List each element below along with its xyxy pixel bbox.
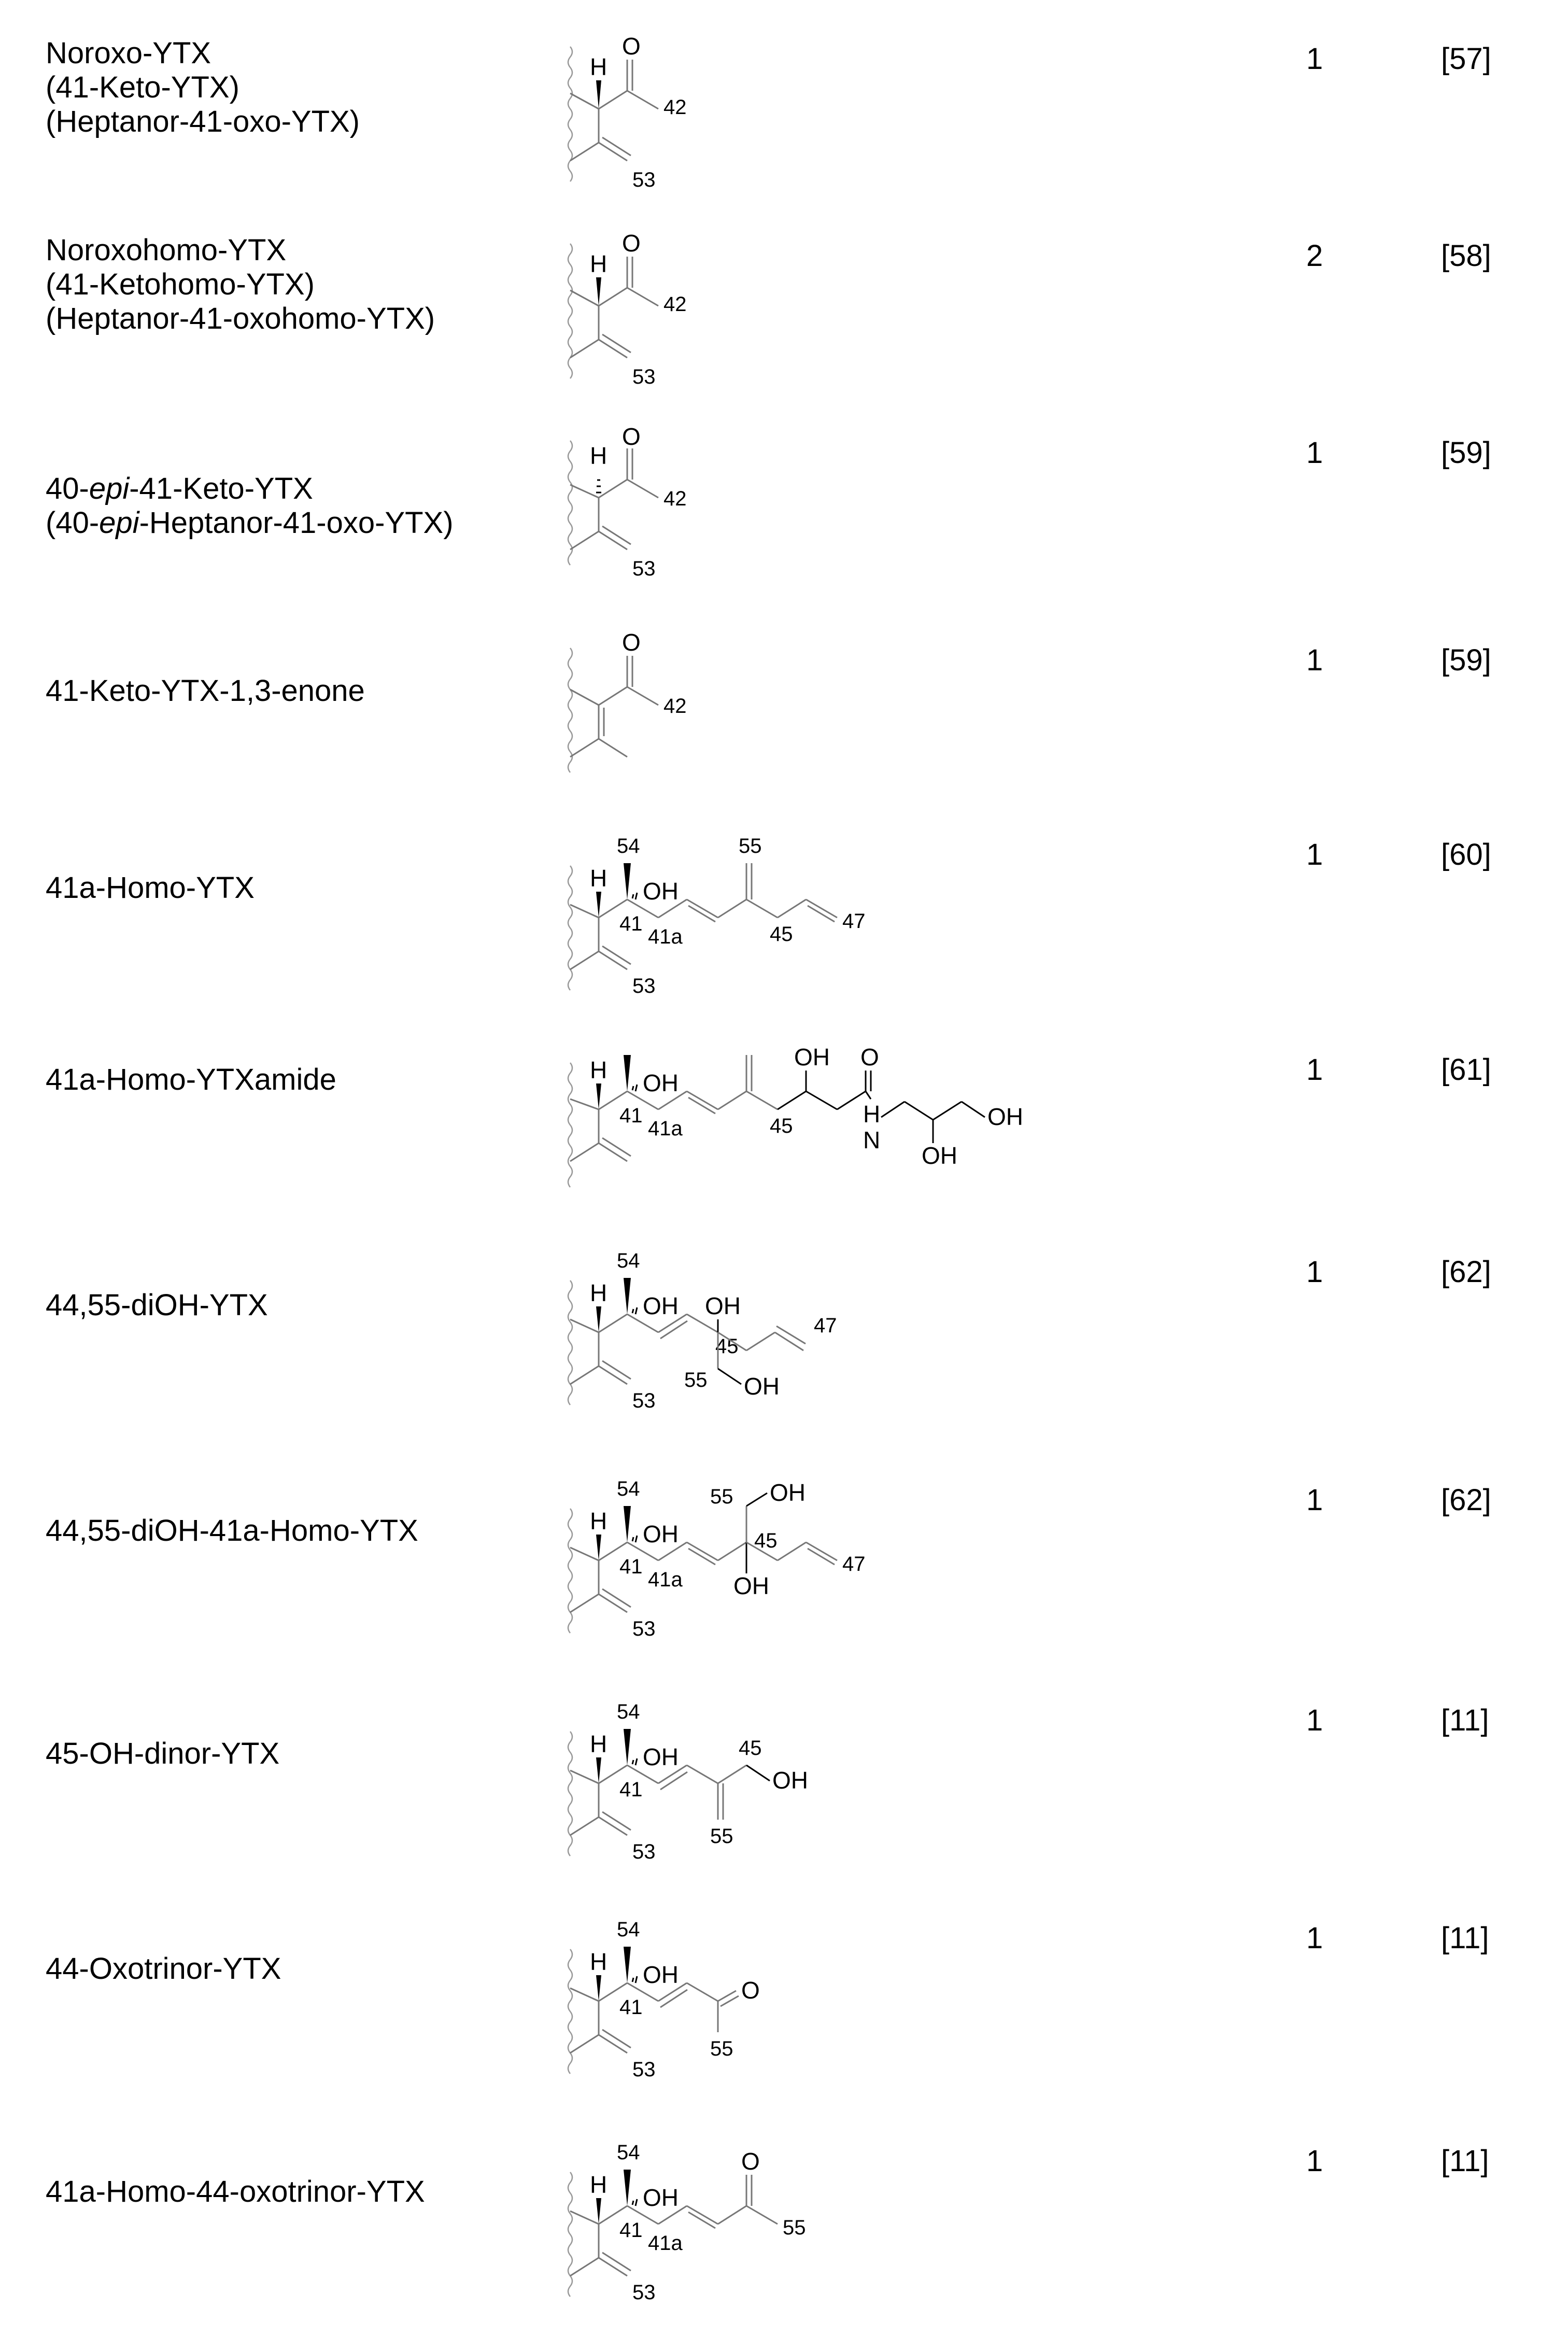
atom-label: H: [590, 53, 608, 80]
bond-line: [570, 905, 599, 918]
bond-line: [599, 2258, 627, 2276]
bond-line: [778, 899, 806, 918]
wavy-bond: [568, 1280, 572, 1405]
reference: [60]: [1441, 838, 1491, 871]
bond-line: [635, 893, 637, 899]
atom-label: 53: [632, 2058, 656, 2081]
wedge-bond: [596, 1975, 601, 2001]
reference: [57]: [1441, 42, 1491, 76]
bond-line: [866, 1091, 871, 1099]
atom-label: OH: [744, 1373, 780, 1400]
bond-line: [570, 143, 599, 161]
compound-name: [46, 36, 360, 139]
name-line: 44,55-diOH-41a-Homo-YTX: [46, 1514, 418, 1547]
atom-label: 55: [710, 1825, 733, 1848]
atom-label: 55: [684, 1369, 708, 1391]
compound-name: [46, 1063, 336, 1097]
bond-line: [599, 1143, 627, 1161]
atom-label: 55: [739, 835, 762, 857]
atom-label: 47: [842, 910, 866, 933]
atom-label: 42: [663, 293, 687, 316]
atom-label: OH: [794, 1044, 830, 1071]
table-row: [0, 1452, 1568, 1669]
bond-line: [627, 91, 658, 109]
atom-label: 53: [632, 2281, 656, 2304]
bond-line: [778, 1091, 806, 1109]
table-row: [0, 228, 1568, 399]
name-line: 41-Keto-YTX-1,3-enone: [46, 674, 365, 708]
bond-line: [632, 1760, 633, 1764]
atom-label: 53: [632, 1617, 656, 1640]
structure-diagram: [560, 814, 1026, 1016]
atom-label: 41a: [648, 2232, 683, 2255]
structure-diagram: [560, 1680, 1026, 1887]
wavy-bond: [568, 1949, 572, 2074]
bond-line: [602, 1812, 631, 1830]
bond-line: [570, 1817, 599, 1835]
atom-label: H: [590, 1279, 608, 1306]
bond-line: [602, 1361, 631, 1379]
bond-line: [570, 2035, 599, 2053]
reference: [11]: [1441, 2144, 1489, 2178]
atom-label: 41: [619, 1104, 643, 1127]
wavy-bond: [568, 1732, 572, 1856]
bond-line: [632, 1978, 633, 1982]
bond-line: [806, 1091, 837, 1109]
atom-label: O: [860, 1044, 879, 1071]
bond-line: [599, 1594, 627, 1612]
bond-line: [599, 288, 627, 306]
bond-line: [775, 1332, 803, 1350]
name-line: (41-Keto-YTX): [46, 71, 239, 104]
table-row: [0, 31, 1568, 202]
compound-name: [46, 233, 435, 336]
compound-name: [46, 1737, 279, 1771]
name-line: 41a-Homo-YTX: [46, 871, 255, 905]
atom-label: H: [590, 1057, 608, 1083]
atom-label: 54: [617, 1249, 640, 1272]
structure-diagram: [560, 228, 1026, 399]
bond-line: [746, 1765, 770, 1781]
bond-line: [570, 1770, 599, 1783]
name-line: Noroxo-YTX: [46, 36, 211, 70]
atom-label: 54: [617, 835, 640, 857]
bond-line: [635, 1307, 637, 1314]
bond-line: [602, 2253, 631, 2271]
atom-label: 42: [663, 487, 687, 510]
bond-line: [881, 1102, 905, 1117]
compound-name: [46, 871, 255, 905]
name-line: 44,55-diOH-YTX: [46, 1288, 268, 1322]
bond-line: [599, 143, 627, 161]
type-value: 1: [1306, 1053, 1323, 1087]
structure-diagram: [560, 2120, 1026, 2338]
atom-label: 45: [770, 1115, 793, 1137]
atom-label: 55: [783, 2216, 806, 2239]
atom-label: OH: [643, 2184, 679, 2211]
atom-label: 42: [663, 96, 687, 119]
bond-line: [570, 2211, 599, 2224]
wedge-bond: [624, 1055, 631, 1091]
bond-line: [660, 1772, 687, 1790]
atom-label: 41a: [648, 1568, 683, 1591]
atom-label: 41a: [648, 1117, 683, 1140]
wedge-bond: [624, 1947, 631, 1983]
bond-line: [632, 1086, 633, 1090]
reference: [61]: [1441, 1053, 1491, 1087]
atom-label: OH: [643, 878, 679, 905]
bond-line: [599, 2035, 627, 2053]
atom-label: O: [622, 230, 641, 257]
bond-line: [776, 1326, 806, 1344]
atom-label: 47: [814, 1314, 837, 1337]
bond-line: [570, 1143, 599, 1161]
atom-label: O: [622, 33, 641, 60]
name-line: (Heptanor-41-oxohomo-YTX): [46, 302, 435, 335]
atom-label: 41: [619, 1555, 643, 1578]
bond-line: [718, 1542, 746, 1560]
bond-line: [660, 1321, 687, 1339]
bond-line: [570, 485, 599, 498]
wavy-bond: [568, 2172, 572, 2297]
bond-line: [570, 1319, 599, 1332]
structure-diagram: [560, 622, 1026, 793]
bond-line: [635, 1536, 637, 1542]
structure-diagram: [560, 1229, 1026, 1436]
atom-label: OH: [643, 1070, 679, 1096]
atom-label: 54: [617, 1700, 640, 1723]
bond-line: [602, 137, 631, 156]
reference: [62]: [1441, 1255, 1491, 1289]
bond-line: [570, 1547, 599, 1560]
structure-diagram: [560, 1452, 1026, 1669]
atom-label: 53: [632, 365, 656, 388]
reference: [11]: [1441, 1704, 1489, 1737]
type-value: 1: [1306, 1255, 1323, 1289]
reference: [59]: [1441, 436, 1491, 470]
bond-line: [599, 1817, 627, 1835]
atom-label: 55: [710, 2037, 733, 2060]
bond-line: [599, 687, 627, 705]
bond-line: [602, 526, 631, 544]
atom-label: OH: [705, 1292, 741, 1319]
type-value: 1: [1306, 436, 1323, 470]
bond-line: [602, 334, 631, 353]
type-value: 2: [1306, 239, 1323, 273]
bond-line: [602, 946, 631, 964]
bond-line: [933, 1102, 962, 1120]
bond-line: [599, 91, 627, 109]
table-row: [0, 1897, 1568, 2105]
wedge-bond: [624, 1506, 631, 1542]
atom-label: 45: [754, 1529, 778, 1552]
table-row: [0, 622, 1568, 793]
atom-label: OH: [733, 1572, 769, 1599]
bond-line: [570, 739, 599, 757]
compound-name: [46, 1952, 281, 1986]
structure-diagram: [560, 1032, 1234, 1223]
bond-line: [718, 899, 746, 918]
bond-line: [635, 2199, 637, 2206]
bond-line: [627, 288, 658, 306]
bond-line: [718, 1765, 746, 1783]
bond-line: [602, 1138, 631, 1156]
reference: [62]: [1441, 1483, 1491, 1517]
reference: [59]: [1441, 643, 1491, 677]
type-value: 1: [1306, 643, 1323, 677]
table-row: [0, 1032, 1568, 1223]
atom-label: 47: [842, 1553, 866, 1575]
atom-label: 45: [739, 1737, 762, 1760]
atom-label: H: [590, 2171, 608, 2198]
bond-line: [746, 1091, 778, 1109]
name-line: 45-OH-dinor-YTX: [46, 1737, 280, 1770]
compound-name: [46, 1288, 268, 1322]
atom-label: N: [863, 1127, 881, 1153]
atom-label: H: [590, 250, 608, 277]
bond-line: [602, 2030, 631, 2048]
bond-line: [570, 689, 599, 705]
atom-label: H: [590, 442, 608, 469]
bond-line: [718, 1369, 741, 1384]
atom-label: OH: [770, 1479, 806, 1506]
atom-label: 45: [715, 1335, 739, 1358]
structure-diagram: [560, 31, 1026, 202]
atom-label: 54: [617, 2141, 640, 2164]
atom-label: 41: [619, 2219, 643, 2242]
table-row: [0, 1680, 1568, 1887]
type-value: 1: [1306, 42, 1323, 76]
atom-label: 42: [663, 695, 687, 717]
bond-line: [599, 340, 627, 358]
bond-line: [570, 1594, 599, 1612]
wedge-bond: [596, 1757, 601, 1783]
name-line: (41-Ketohomo-YTX): [46, 268, 315, 301]
bond-line: [905, 1102, 933, 1120]
type-value: 1: [1306, 1483, 1323, 1517]
atom-label: 41: [619, 912, 643, 935]
compound-name: [46, 1514, 418, 1548]
atom-label: OH: [772, 1767, 808, 1794]
bond-line: [570, 340, 599, 358]
bond-line: [570, 93, 599, 109]
bond-line: [746, 1493, 767, 1506]
table-row: [0, 425, 1568, 596]
structure-diagram: [560, 425, 1026, 596]
bond-line: [837, 1091, 866, 1109]
bond-line: [962, 1102, 985, 1117]
bond-line: [599, 480, 627, 498]
wedge-bond: [596, 1083, 601, 1109]
table-row: [0, 1229, 1568, 1436]
compound-name: [46, 2175, 425, 2209]
atom-label: OH: [643, 1521, 679, 1547]
atom-label: 54: [617, 1918, 640, 1941]
atom-label: 41: [619, 1778, 643, 1801]
wedge-bond: [596, 2198, 601, 2224]
wedge-bond: [624, 863, 631, 899]
atom-label: OH: [643, 1292, 679, 1319]
bond-line: [627, 687, 658, 705]
bond-line: [635, 1085, 637, 1091]
bond-line: [599, 1314, 627, 1332]
bond-line: [570, 2258, 599, 2276]
wedge-bond: [624, 2170, 631, 2206]
atom-label: O: [622, 423, 641, 450]
bond-line: [599, 1366, 627, 1384]
reference: [58]: [1441, 239, 1491, 273]
name-line: 41a-Homo-YTXamide: [46, 1063, 336, 1096]
atom-label: 53: [632, 975, 656, 997]
atom-label: 45: [770, 923, 793, 946]
type-value: 1: [1306, 2144, 1323, 2178]
atom-label: 53: [632, 1389, 656, 1412]
name-line: (40-epi-Heptanor-41-oxo-YTX): [46, 506, 454, 540]
atom-label: 55: [710, 1485, 733, 1508]
bond-line: [746, 2206, 778, 2224]
bond-line: [635, 1976, 637, 1983]
atom-label: O: [741, 2148, 760, 2175]
wavy-bond: [568, 441, 572, 565]
type-value: 1: [1306, 1921, 1323, 1955]
bond-line: [746, 1332, 775, 1350]
name-line: 41a-Homo-44-oxotrinor-YTX: [46, 2175, 425, 2208]
wedge-bond: [596, 1306, 601, 1332]
bond-line: [632, 2201, 633, 2205]
compound-name: [46, 472, 454, 540]
atom-label: O: [622, 629, 641, 656]
structure-diagram: [560, 1897, 1026, 2105]
bond-line: [570, 290, 599, 306]
bond-line: [599, 739, 627, 757]
bond-line: [632, 1537, 633, 1541]
atom-label: 54: [617, 1477, 640, 1500]
wavy-bond: [568, 648, 572, 772]
wavy-bond: [568, 866, 572, 990]
atom-label: H: [590, 1948, 608, 1975]
wedge-bond: [596, 277, 601, 306]
bond-line: [627, 480, 658, 498]
wedge-bond: [624, 1278, 631, 1314]
bond-line: [570, 1366, 599, 1384]
atom-label: H: [590, 865, 608, 892]
bond-line: [599, 531, 627, 550]
bond-line: [570, 951, 599, 969]
name-line: (Heptanor-41-oxo-YTX): [46, 105, 360, 138]
name-line: Noroxohomo-YTX: [46, 233, 287, 267]
wavy-bond: [568, 1063, 572, 1187]
atom-label: 53: [632, 557, 656, 580]
bond-line: [570, 531, 599, 550]
bond-line: [778, 1542, 806, 1560]
atom-label: 53: [632, 1840, 656, 1863]
bond-line: [635, 1758, 637, 1765]
table-row: [0, 814, 1568, 1016]
bond-line: [632, 1309, 633, 1313]
wavy-bond: [568, 244, 572, 378]
bond-line: [632, 894, 633, 898]
atom-label: H: [590, 1730, 608, 1757]
table-row: [0, 2120, 1568, 2338]
atom-label: 41: [619, 1996, 643, 2019]
bond-line: [602, 1589, 631, 1607]
wavy-bond: [568, 47, 572, 181]
atom-label: OH: [987, 1103, 1023, 1130]
atom-label: 53: [632, 168, 656, 191]
atom-label: H: [590, 1508, 608, 1535]
name-line: 40-epi-41-Keto-YTX: [46, 472, 313, 505]
reference: [11]: [1441, 1921, 1489, 1955]
wedge-bond: [624, 1729, 631, 1765]
bond-line: [718, 2206, 746, 2224]
bond-line: [687, 1765, 718, 1783]
bond-line: [570, 1988, 599, 2001]
compound-name: [46, 674, 365, 708]
atom-label: OH: [643, 1961, 679, 1988]
atom-label: OH: [922, 1142, 957, 1169]
bond-line: [599, 951, 627, 969]
atom-label: O: [741, 1977, 760, 2004]
atom-label: H: [863, 1101, 881, 1128]
type-value: 1: [1306, 838, 1323, 871]
bond-line: [718, 1091, 746, 1109]
bond-line: [687, 1983, 718, 2001]
type-value: 1: [1306, 1704, 1323, 1737]
wavy-bond: [568, 1509, 572, 1633]
bond-line: [570, 1099, 599, 1109]
bond-line: [746, 899, 778, 918]
name-line: 44-Oxotrinor-YTX: [46, 1952, 281, 1986]
wedge-bond: [596, 1535, 601, 1560]
wedge-bond: [596, 892, 601, 918]
wedge-bond: [596, 80, 601, 109]
atom-label: 41a: [648, 925, 683, 948]
atom-label: OH: [643, 1743, 679, 1770]
bond-line: [660, 1990, 687, 2007]
